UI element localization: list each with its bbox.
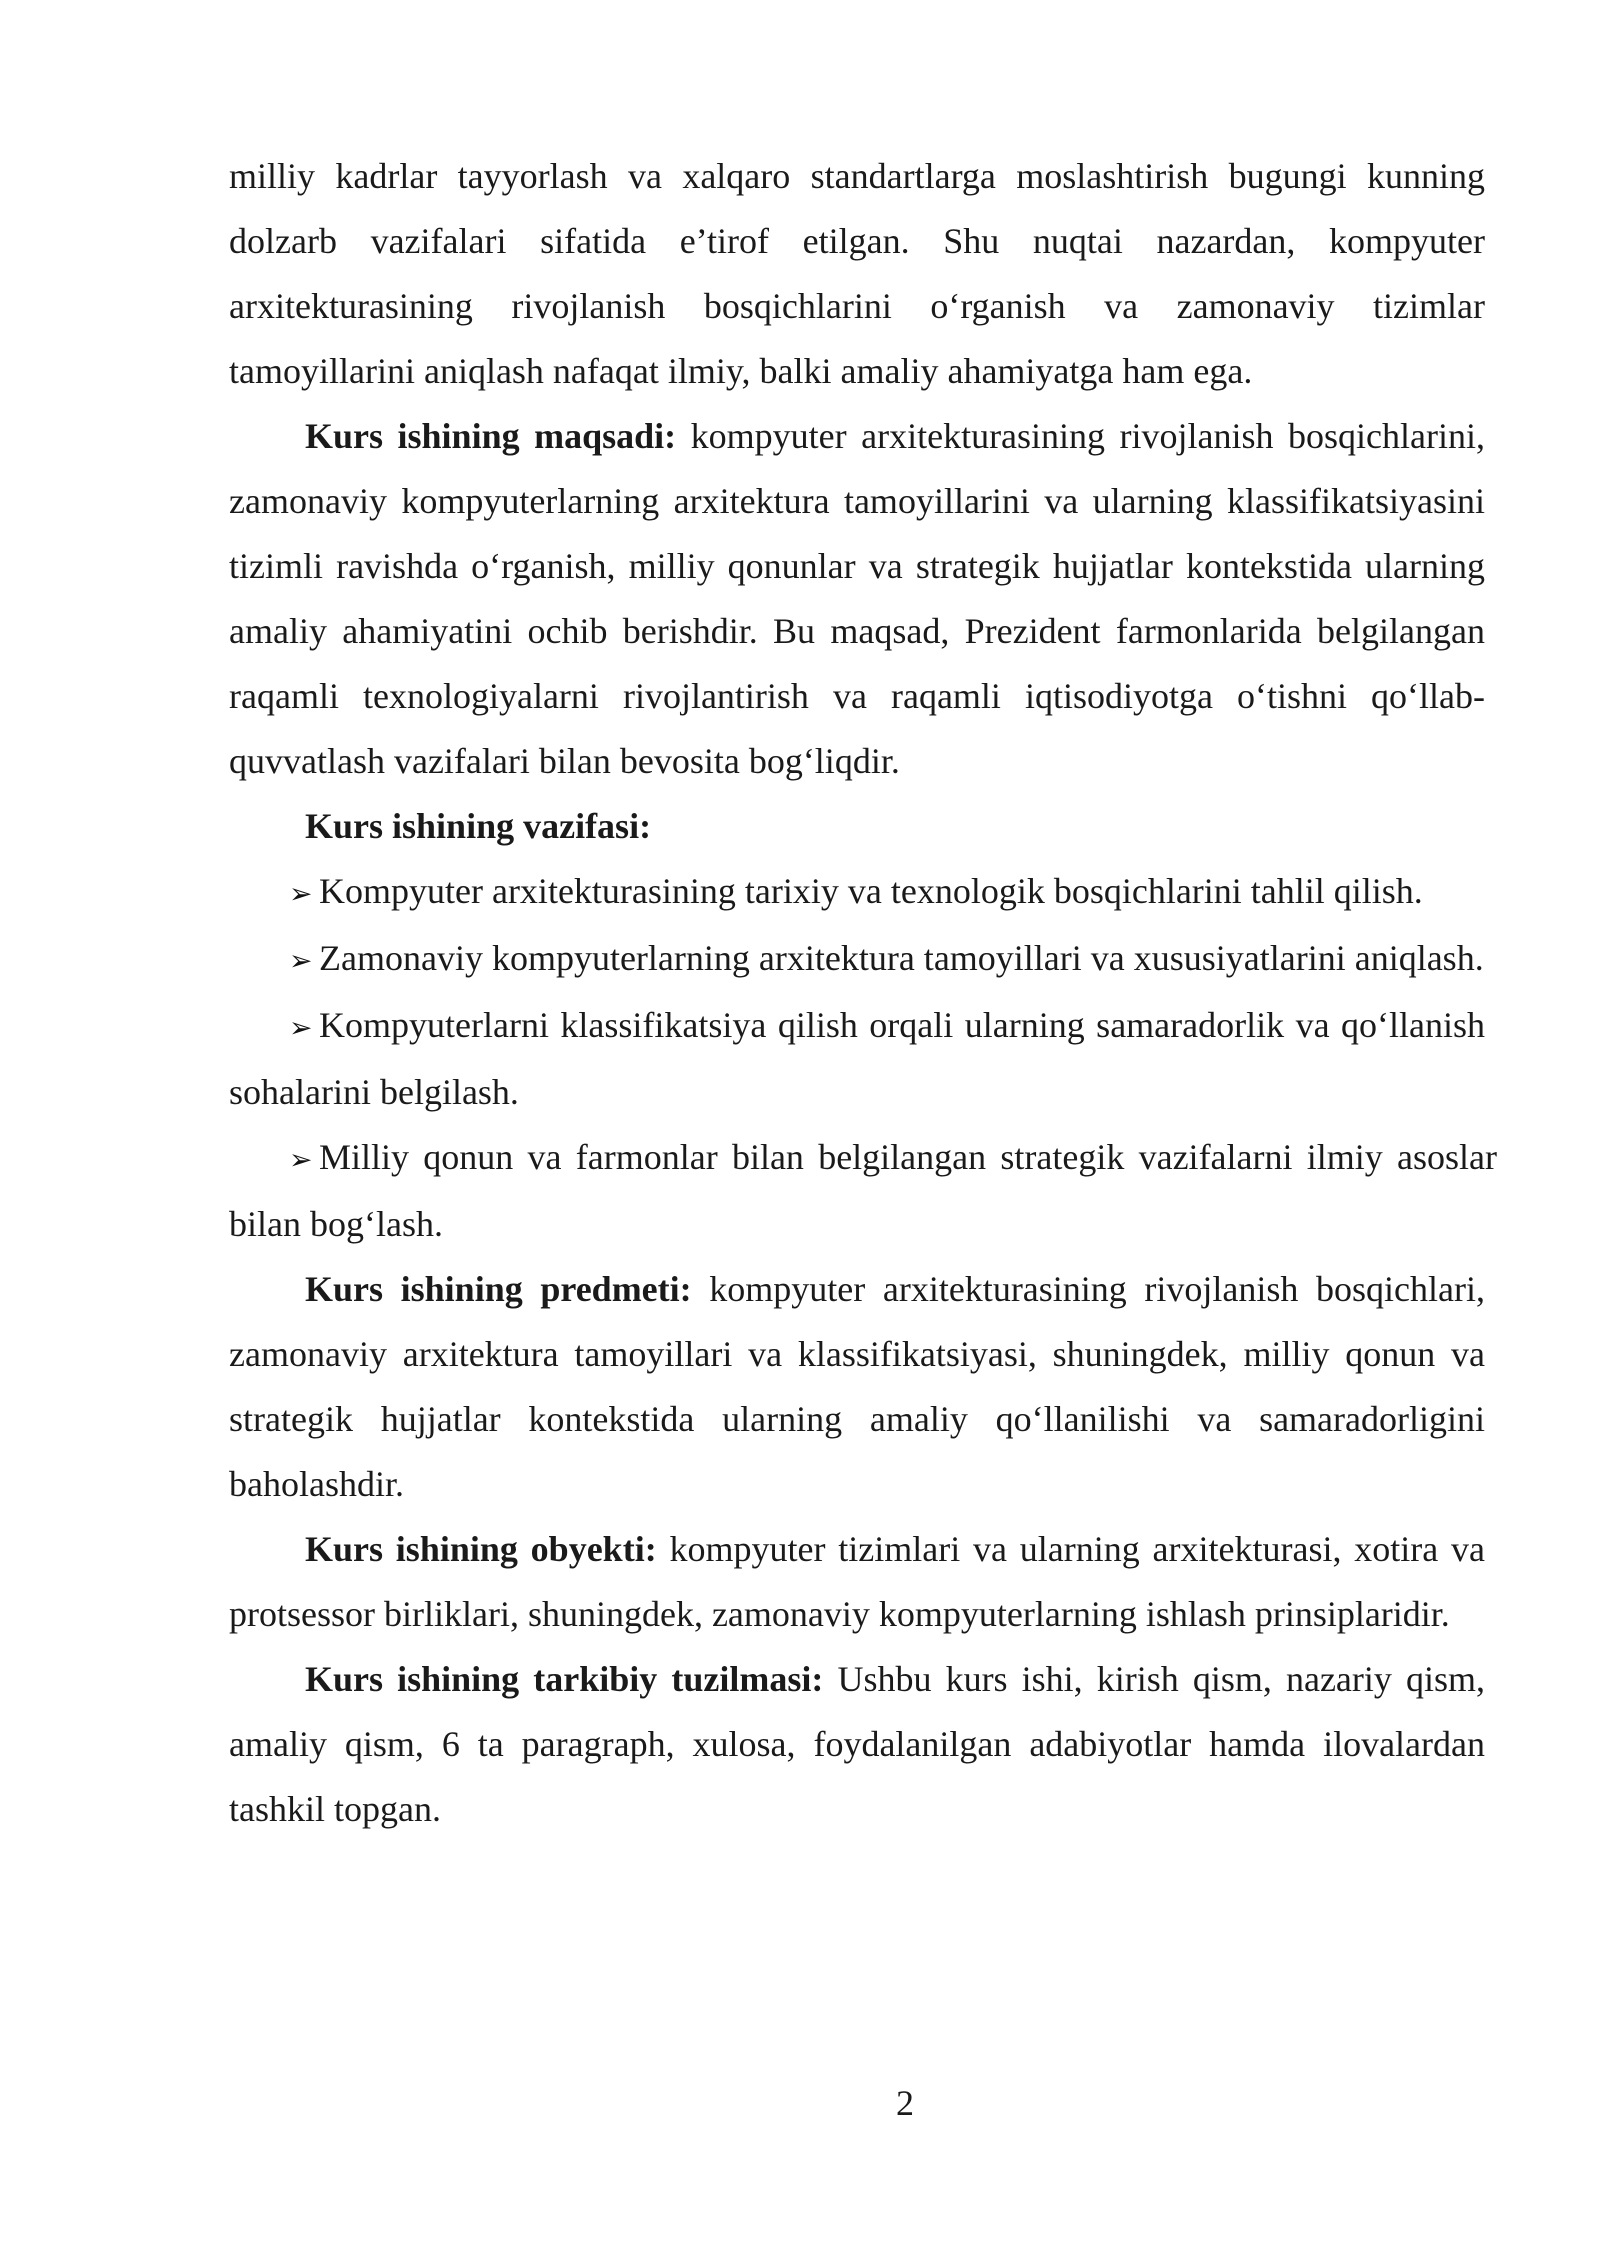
structure-text: Ushbu kurs ishi, kirish qism, nazariy qism, amaliy qism, 6 ta paragraph, xulosa, foydalanilgan adabiyotlar hamda ilovalardan tashkil topgan. bbox=[229, 1659, 1485, 1829]
subject-paragraph bbox=[229, 1257, 1485, 1517]
task-item-text: Milliy qonun va farmonlar bilan belgilangan strategik vazifalarni ilmiy asoslar bilan bog‘lash. bbox=[229, 1137, 1497, 1244]
task-item bbox=[229, 859, 1485, 926]
page-body bbox=[229, 144, 1497, 1842]
tasks-heading-paragraph bbox=[229, 794, 1485, 859]
arrow-bullet-icon: ➢ bbox=[289, 1143, 313, 1176]
tasks-heading: Kurs ishining vazifasi: bbox=[305, 806, 652, 846]
task-item bbox=[229, 993, 1485, 1125]
object-label: Kurs ishining obyekti: bbox=[305, 1529, 657, 1569]
object-paragraph bbox=[229, 1517, 1485, 1647]
task-item-text: Kompyuter arxitekturasining tarixiy va texnologik bosqichlarini tahlil qilish. bbox=[319, 871, 1423, 911]
structure-paragraph bbox=[229, 1647, 1485, 1842]
goal-text: kompyuter arxitekturasining rivojlanish bosqichlarini, zamonaviy kompyuterlarning arxitektura tamoyillarini va ularning klassifikatsiyasini tizimli ravishda o‘rganish, milliy qonunlar va strategik hujjatlar kontekstida ularning amaliy ahamiyatini ochib berishdir. Bu maqsad, Prezident farmonlarida belgilangan raqamli texnologiyalarni rivojlantirish va raqamli iqtisodiyotga o‘tishni qo‘llab-quvvatlash vazifalari bilan bevosita bog‘liqdir. bbox=[229, 416, 1486, 781]
goal-paragraph bbox=[229, 404, 1485, 794]
task-item bbox=[229, 926, 1485, 993]
intro-paragraph: milliy kadrlar tayyorlash va xalqaro standartlarga moslashtirish bugungi kunning dolzarb vazifalari sifatida e’tirof etilgan. Shu nuqtai nazardan, kompyuter arxitekturasining rivojlanish bosqichlarini o‘rganish va zamonaviy tizimlar tamoyillarini aniqlash nafaqat ilmiy, balki amaliy ahamiyatga ham ega. bbox=[229, 156, 1485, 391]
arrow-bullet-icon: ➢ bbox=[289, 1011, 313, 1044]
object-text: kompyuter tizimlari va ularning arxitekturasi, xotira va protsessor birliklari, shuningdek, zamonaviy kompyuterlarning ishlash prinsiplaridir. bbox=[229, 1529, 1485, 1634]
goal-label: Kurs ishining maqsadi: bbox=[305, 416, 677, 456]
page-number-footer bbox=[0, 2076, 1600, 2130]
task-item-text: Kompyuterlarni klassifikatsiya qilish orqali ularning samaradorlik va qo‘llanish sohalarini belgilash. bbox=[229, 1005, 1485, 1112]
structure-label: Kurs ishining tarkibiy tuzilmasi: bbox=[305, 1659, 824, 1699]
arrow-bullet-icon: ➢ bbox=[289, 944, 313, 977]
task-item bbox=[229, 1125, 1497, 1257]
task-item-text: Zamonaviy kompyuterlarning arxitektura tamoyillari va xususiyatlarini aniqlash. bbox=[319, 938, 1484, 978]
arrow-bullet-icon: ➢ bbox=[289, 877, 313, 910]
subject-text: kompyuter arxitekturasining rivojlanish bosqichlari, zamonaviy arxitektura tamoyillari va klassifikatsiyasi, shuningdek, milliy qonun va strategik hujjatlar kontekstida ularning amaliy qo‘llanilishi va samaradorligini baholashdir. bbox=[229, 1269, 1485, 1504]
subject-label: Kurs ishining predmeti: bbox=[305, 1269, 692, 1309]
page-number: 2 bbox=[896, 2083, 914, 2123]
